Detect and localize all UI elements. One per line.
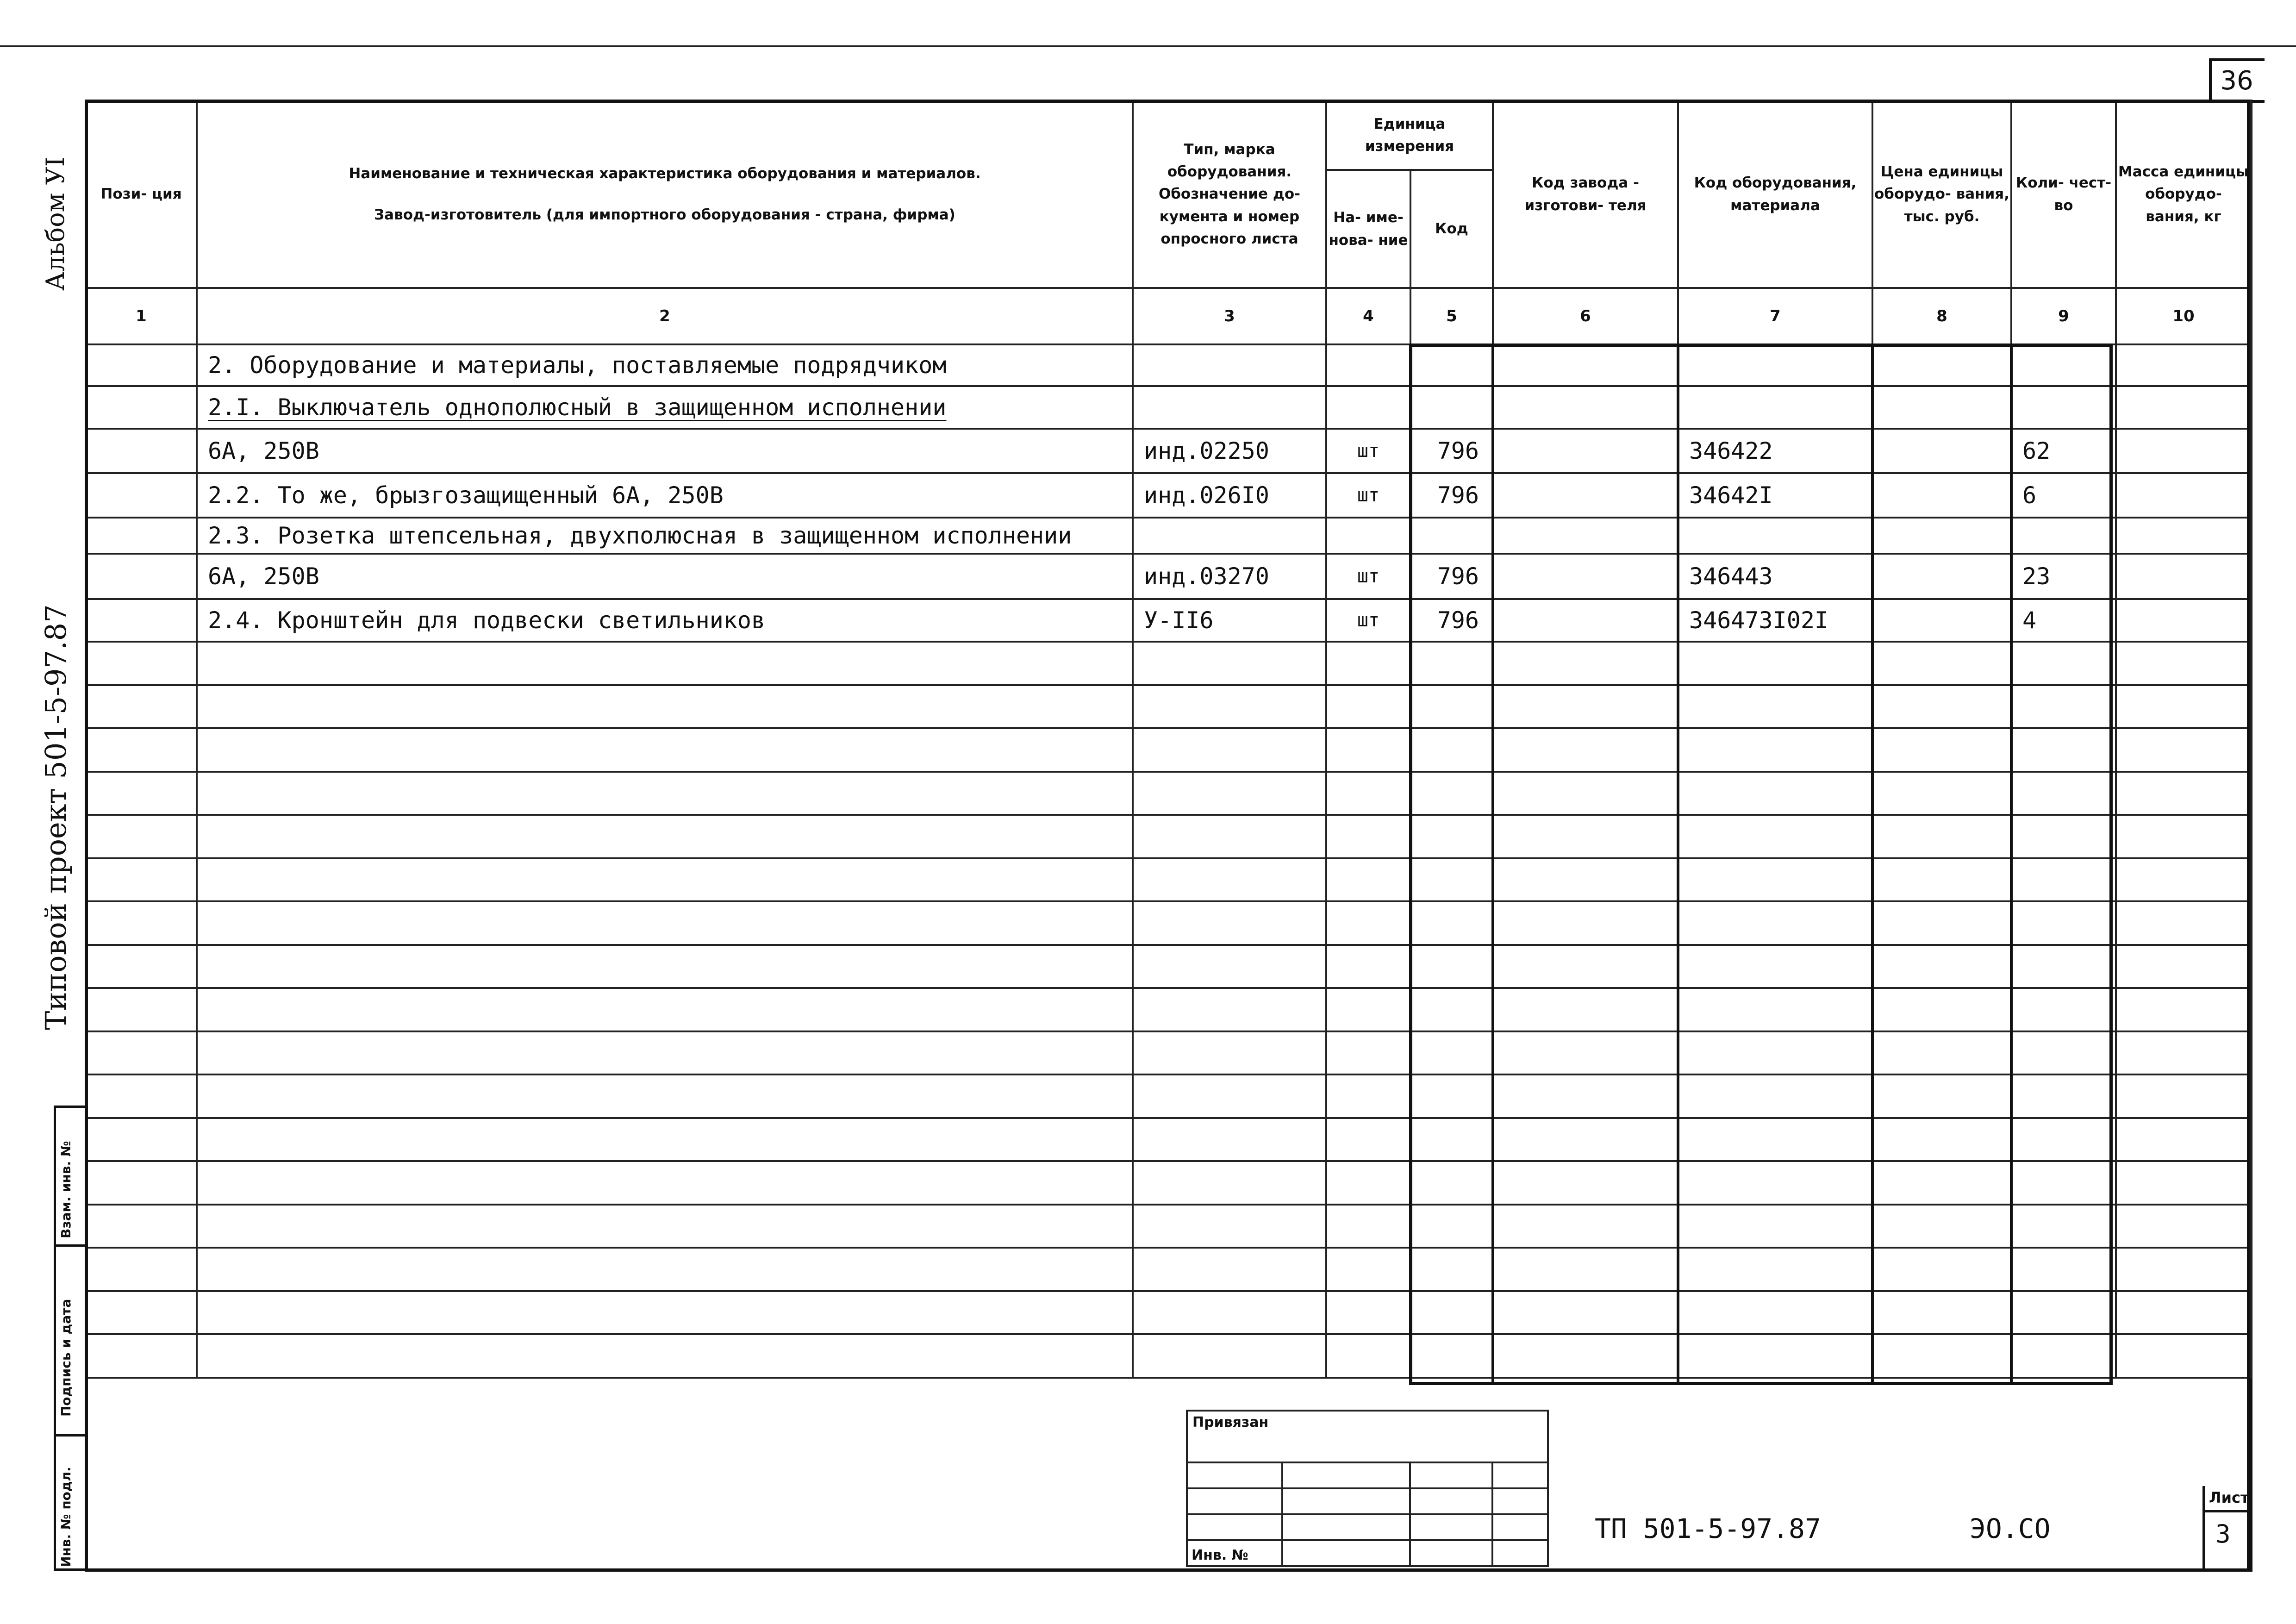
- column-number: 10: [2116, 288, 2251, 344]
- sheet-number: 3: [2215, 1519, 2231, 1549]
- cell-code: 796: [1410, 554, 1493, 599]
- cell-name: 2. Оборудование и материалы, поставляемые подрядчиком: [197, 344, 1133, 386]
- header-unit-group: Единица измерения: [1326, 100, 1493, 170]
- stamp-bound-label: Привязан: [1192, 1414, 1269, 1430]
- column-number: 2: [197, 288, 1133, 344]
- header-quantity: Коли- чест- во: [2011, 100, 2116, 288]
- cell-unit: шт: [1326, 554, 1410, 599]
- cell-name: 2.I. Выключатель однополюсный в защищенном исполнении: [197, 386, 1133, 429]
- album-label: Альбом УI: [41, 156, 70, 291]
- cell-name: 6А, 250В: [197, 429, 1133, 473]
- cell-unit: шт: [1326, 599, 1410, 642]
- cell-type: У-II6: [1133, 599, 1326, 642]
- cell-type: инд.02250: [1133, 429, 1326, 473]
- column-number: 4: [1326, 288, 1410, 344]
- cell-equip-code: 346473I02I: [1678, 599, 1872, 642]
- column-number: 8: [1872, 288, 2011, 344]
- cell-code: 796: [1410, 599, 1493, 642]
- sheet-label: Лист: [2209, 1489, 2249, 1506]
- cell-equip-code: 34642I: [1678, 473, 1872, 518]
- cell-equip-code: 346443: [1678, 554, 1872, 599]
- sheet-box-divider: [2202, 1510, 2250, 1512]
- column-number: 1: [86, 288, 197, 344]
- cell-code: 796: [1410, 429, 1493, 473]
- header-unit-name: На- име- нова- ние: [1326, 170, 1410, 288]
- column-number: 3: [1133, 288, 1326, 344]
- cell-qty: 23: [2011, 554, 2116, 599]
- cell-name: 2.2. То же, брызгозащищенный 6А, 250В: [197, 473, 1133, 518]
- cell-qty: 6: [2011, 473, 2116, 518]
- header-equipment-code: Код оборудования, материала: [1678, 100, 1872, 288]
- column-number: 5: [1410, 288, 1493, 344]
- strip-label-replace-inv: Взам. инв. №: [58, 1141, 74, 1238]
- document-number: ТП 501-5-97.87: [1595, 1513, 1821, 1544]
- header-type: Тип, марка оборудования. Обозначение до- кумента и номер опросного листа: [1133, 100, 1326, 288]
- cell-qty: 4: [2011, 599, 2116, 642]
- column-number: 7: [1678, 288, 1872, 344]
- cell-qty: 62: [2011, 429, 2116, 473]
- document-mark: ЭО.СО: [1970, 1513, 2051, 1544]
- strip-label-signature-date: Подпись и дата: [58, 1299, 74, 1417]
- stamp-inv-label: Инв. №: [1192, 1547, 1248, 1563]
- cell-name: 6А, 250В: [197, 554, 1133, 599]
- header-unit-code: Код: [1410, 170, 1493, 288]
- header-name-line1: Наименование и техническая характеристика оборудования и материалов.: [349, 165, 981, 182]
- header-name-line2: Завод-изготовитель (для импортного оборудования - страна, фирма): [374, 206, 955, 223]
- top-rule: [0, 45, 2296, 47]
- project-label: Типовой проект 501-5-97.87: [39, 604, 73, 1030]
- cell-name: 2.4. Кронштейн для подвески светильников: [197, 599, 1133, 642]
- cell-type: инд.026I0: [1133, 473, 1326, 518]
- strip-divider: [54, 1244, 88, 1247]
- stamp-inv-cell: [1187, 1540, 1282, 1566]
- cell-code: 796: [1410, 473, 1493, 518]
- column-number: 9: [2011, 288, 2116, 344]
- header-position: Пози- ция: [86, 100, 197, 288]
- cell-type: инд.03270: [1133, 554, 1326, 599]
- header-mass: Масса единицы оборудо- вания, кг: [2116, 100, 2251, 288]
- column-number: 6: [1493, 288, 1678, 344]
- strip-divider: [54, 1434, 88, 1437]
- cell-unit: шт: [1326, 473, 1410, 518]
- header-plant-code: Код завода - изготови- теля: [1493, 100, 1678, 288]
- drawing-frame: [85, 100, 2250, 1572]
- cell-unit: шт: [1326, 429, 1410, 473]
- corner-sheet-number: 36: [2220, 65, 2253, 96]
- cell-name: 2.3. Розетка штепсельная, двухполюсная в защищенном исполнении: [197, 518, 1133, 554]
- stamp-block: [1186, 1410, 1549, 1567]
- strip-label-orig-inv: Инв. № подл.: [58, 1467, 74, 1567]
- header-price: Цена единицы оборудо- вания, тыс. руб.: [1872, 100, 2011, 288]
- stamp-bound-cell: [1187, 1411, 1548, 1462]
- cell-equip-code: 346422: [1678, 429, 1872, 473]
